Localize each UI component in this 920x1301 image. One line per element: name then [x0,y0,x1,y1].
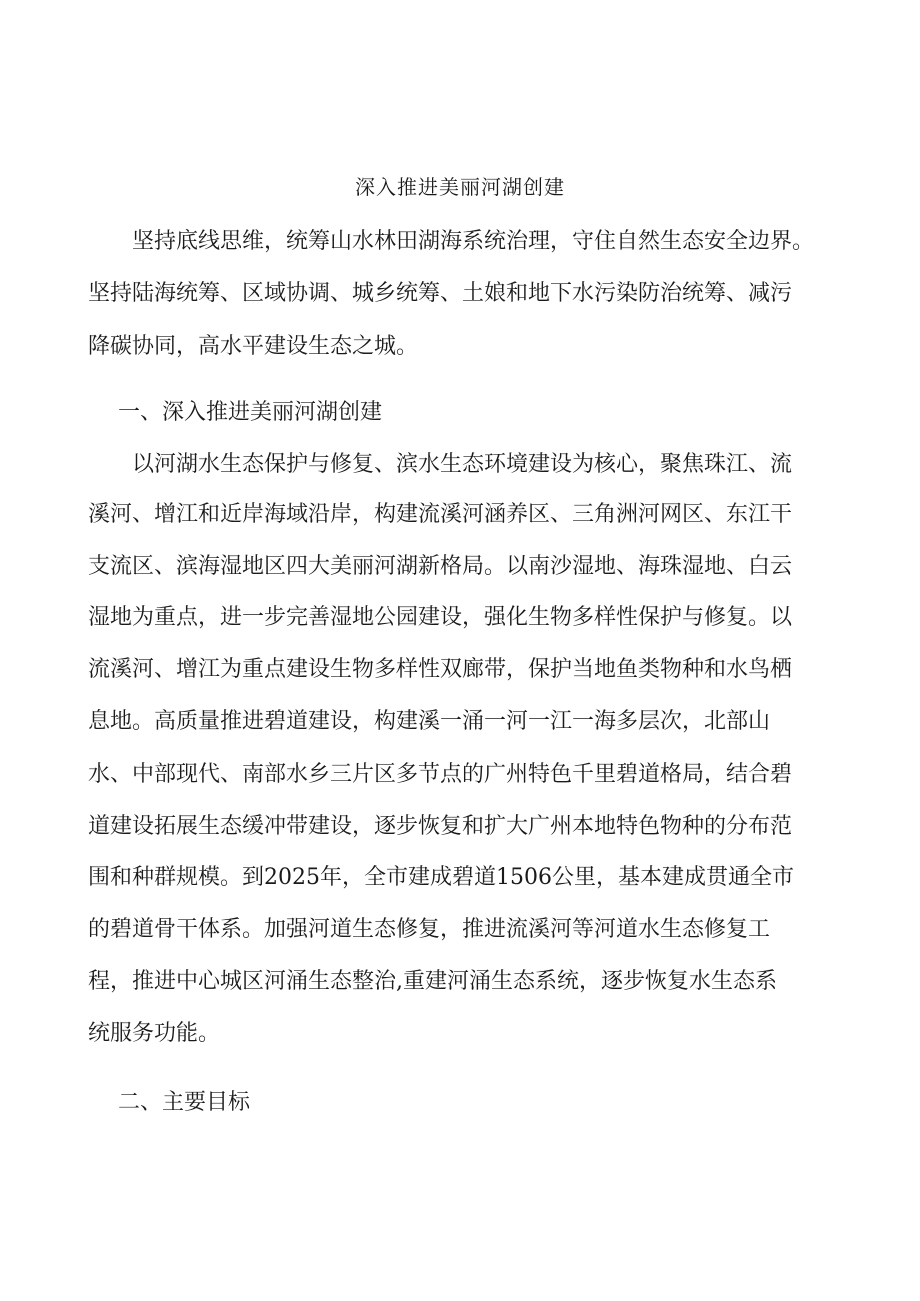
section-heading: 一、深入推进美丽河湖创建 [118,400,383,425]
body-line: 道建设拓展生态缓冲带建设，逐步恢复和扩大广州本地特色物种的分布范 [88,814,793,839]
body-line: 以河湖水生态保护与修复、滨水生态环境建设为核心，聚焦珠江、流 [132,452,793,477]
body-line: 息地。高质量推进碧道建设，构建溪一涌一河一江一海多层次，北部山 [88,709,771,734]
body-line: 水、中部现代、南部水乡三片区多节点的广州特色千里碧道格局，结合碧 [88,762,793,787]
section-heading: 二、主要目标 [118,1090,251,1115]
document-title: 深入推进美丽河湖创建 [355,175,565,199]
body-line: 统服务功能。 [88,1021,221,1046]
body-line: 流溪河、增江为重点建设生物多样性双廊带，保护当地鱼类物种和水鸟栖 [88,657,793,682]
body-line: 支流区、滨海湿地区四大美丽河湖新格局。以南沙湿地、海珠湿地、白云 [88,554,793,579]
body-line: 的碧道骨干体系。加强河道生态修复，推进流溪河等河道水生态修复工 [88,917,771,942]
intro-line: 坚持陆海统筹、区域协调、城乡统筹、土娘和地下水污染防治统筹、减污 [88,281,793,306]
body-line: 围和种群规模。到2025年，全市建成碧道1506公里，基本建成贯通全市 [88,865,794,890]
body-line: 溪河、增江和近岸海域沿岸，构建流溪河涵养区、三角洲河网区、东江干 [88,502,793,527]
body-line: 湿地为重点，进一步完善湿地公园建设，强化生物多样性保护与修复。以 [88,605,793,630]
intro-line: 坚持底线思维，统筹山水林田湖海系统治理，守住自然生态安全边界。 [132,229,815,254]
body-line: 程，推进中心城区河涌生态整治,重建河涌生态系统，逐步恢复水生态系 [88,969,777,994]
intro-line: 降碳协同，高水平建设生态之城。 [88,334,419,359]
